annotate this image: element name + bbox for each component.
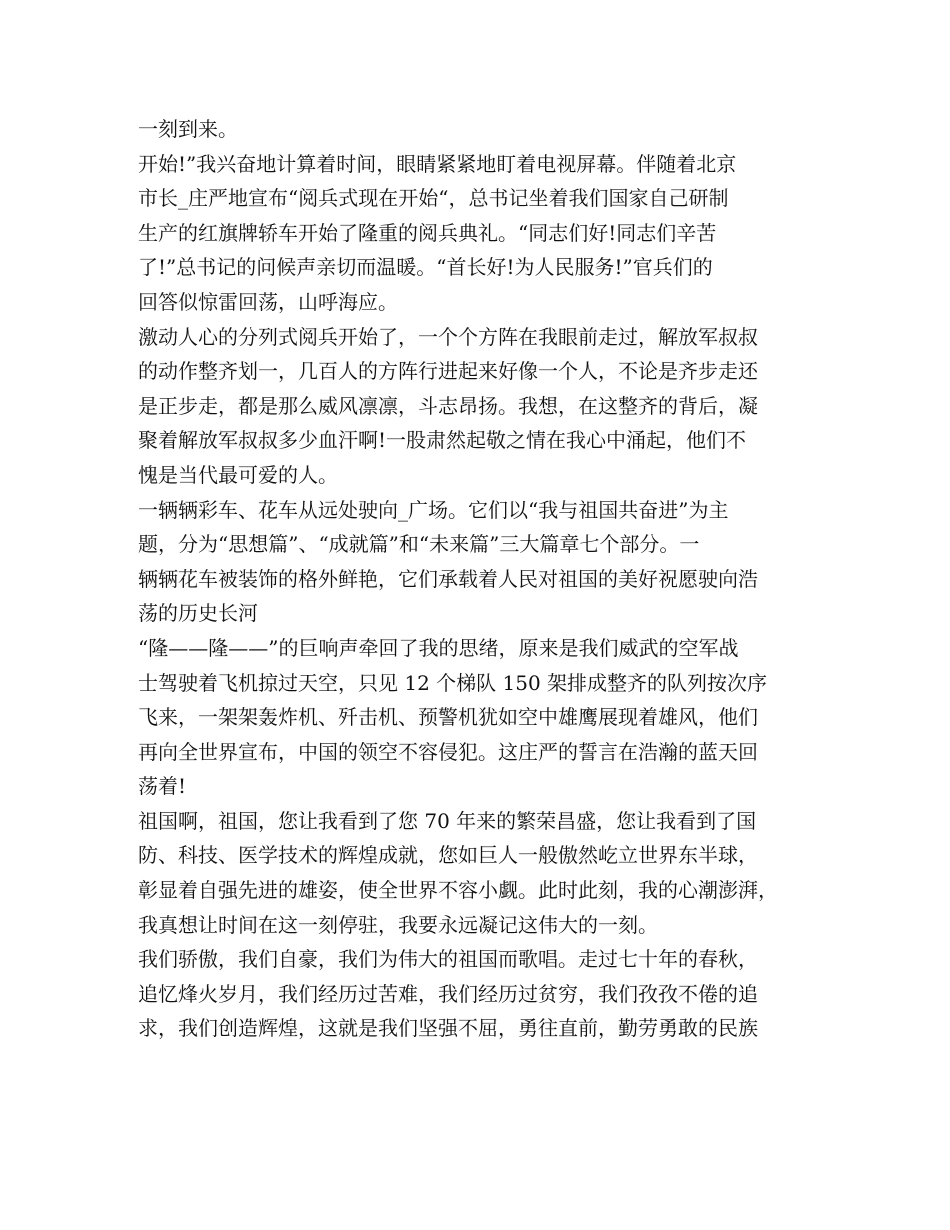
text-line: 防、科技、医学技术的辉煌成就，您如巨人一般傲然屹立世界东半球， [138,843,758,868]
text-line: 我真想让时间在这一刻停驻，我要永远凝记这伟大的一刻。 [138,912,658,937]
text-line: 我们骄傲，我们自豪，我们为伟大的祖国而歌唱。走过七十年的春秋， [138,947,758,972]
document-body [138,112,818,1046]
text-line: 彰显着自强先进的雄姿，使全世界不容小觑。此时此刻，我的心潮澎湃， [138,878,778,903]
text-line: “隆——隆——”的巨响声牵回了我的思绪，原来是我们威武的空军战 [138,635,739,660]
text-line: 激动人心的分列式阅兵开始了，一个个方阵在我眼前走过，解放军叔叔 [138,324,758,349]
text-line: 士驾驶着飞机掠过天空，只见 12 个梯队 150 架排成整齐的队列按次序 [138,670,768,695]
text-line: 飞来，一架架轰炸机、歼击机、预警机犹如空中雄鹰展现着雄风，他们 [138,705,758,730]
text-line: 愧是当代最可爱的人。 [138,462,338,487]
text-line: 了!”总书记的问候声亲切而温暖。“首长好!为人民服务!”官兵们的 [138,255,713,280]
text-line: 生产的红旗牌轿车开始了隆重的阅兵典礼。“同志们好!同志们辛苦 [138,220,717,245]
text-line: 开始!”我兴奋地计算着时间，眼睛紧紧地盯着电视屏幕。伴随着北京 [138,151,737,176]
text-line: 聚着解放军叔叔多少血汗啊!一股肃然起敬之情在我心中涌起，他们不 [138,428,747,453]
text-line: 求，我们创造辉煌，这就是我们坚强不屈，勇往直前，勤劳勇敢的民族 [138,1016,758,1041]
text-line: 一刻到来。 [138,117,238,141]
text-line: 祖国啊，祖国，您让我看到了您 70 年来的繁荣昌盛，您让我看到了国 [138,808,757,833]
text-line: 一辆辆彩车、花车从远处驶向_广场。它们以“我与祖国共奋进”为主 [138,497,729,522]
text-line: 辆辆花车被装饰的格外鲜艳，它们承载着人民对祖国的美好祝愿驶向浩 [138,566,758,591]
text-line: 追忆烽火岁月，我们经历过苦难，我们经历过贫穷，我们孜孜不倦的追 [138,981,758,1006]
text-line: 再向全世界宣布，中国的领空不容侵犯。这庄严的誓言在浩瀚的蓝天回 [138,739,758,764]
text-line: 题，分为“思想篇”、“成就篇”和“未来篇”三大篇章七个部分。一 [138,532,700,557]
text-line: 是正步走，都是那么威风凛凛，斗志昂扬。我想，在这整齐的背后，凝 [138,393,758,418]
text-line: 的动作整齐划一，几百人的方阵行进起来好像一个人，不论是齐步走还 [138,359,758,384]
text-line: 回答似惊雷回荡，山呼海应。 [138,289,398,314]
text-line: 市长_庄严地宣布“阅兵式现在开始“，总书记坐着我们国家自己研制 [138,186,729,211]
text-line: 荡的历史长河 [138,601,258,626]
text-line: 荡着! [138,774,187,799]
